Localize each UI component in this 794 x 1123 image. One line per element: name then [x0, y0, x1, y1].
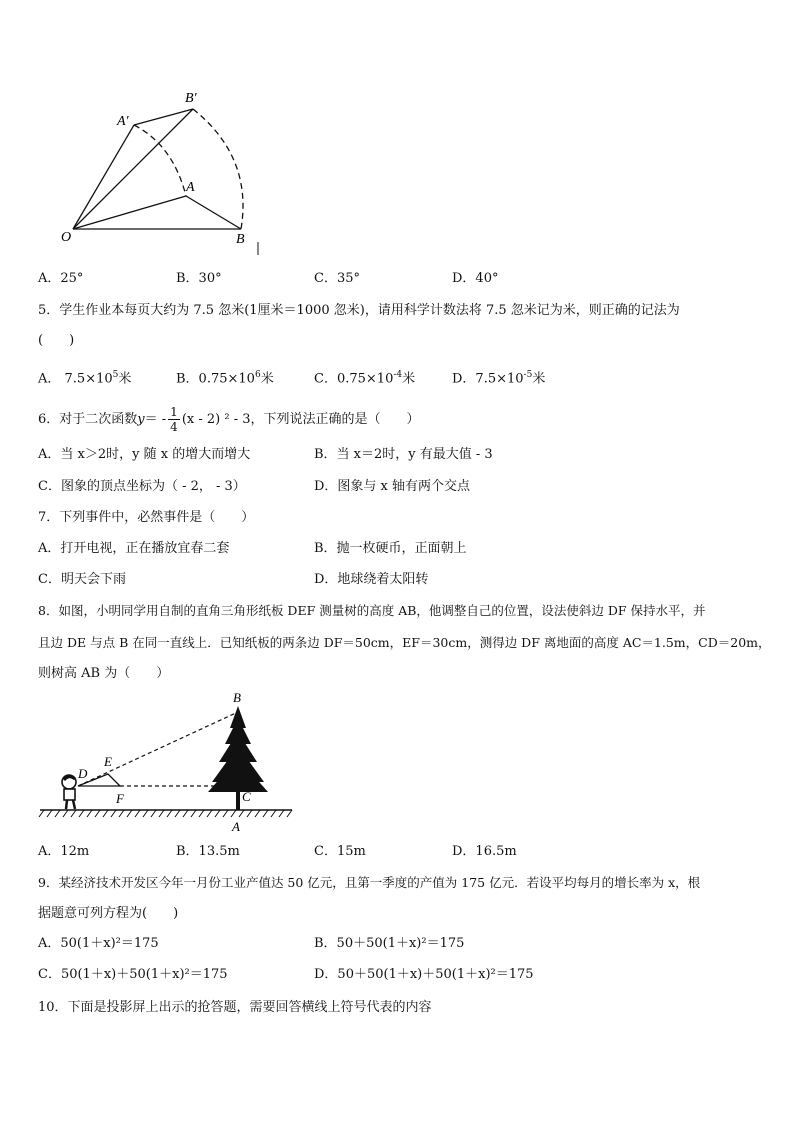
- q5-stem: 5．学生作业本每页大约为 7.5 忽米(1厘米＝1000 忽米)，请用科学计数法将 7.5 忽米记为米，则正确的记法为: [38, 303, 680, 318]
- q6-option-b: B．当 x＝2时，y 有最大值 - 3: [314, 447, 493, 462]
- arc-B-B-prime: [193, 109, 243, 229]
- label-tree-C: C: [242, 789, 251, 804]
- label-tree-A: A: [232, 819, 240, 834]
- q9-stem-line1: 9．某经济技术开发区今年一月份工业产值达 50 亿元，且第一季度的产值为 175 亿元．若设平均每月的增长率为 x，根: [38, 875, 701, 890]
- q6-option-c: C．图象的顶点坐标为（ - 2， - 3）: [38, 479, 246, 494]
- rotation-figure: [55, 85, 275, 260]
- q6-option-a: A．当 x＞2时，y 随 x 的增大而增大: [38, 447, 251, 462]
- q8-option-b: B．13.5m: [176, 844, 240, 859]
- q4-option-d: D．40°: [452, 271, 499, 286]
- person-icon: [62, 775, 76, 809]
- q6-option-d: D．图象与 x 轴有两个交点: [314, 479, 471, 494]
- label-A-prime: A′: [117, 114, 129, 129]
- q5-option-c: C．$0.75\times 10^{-4}$米: [314, 370, 416, 387]
- q7-option-b: B．抛一枚硬币，正面朝上: [314, 541, 467, 556]
- q5-option-d: D．$7.5\times 10^{-5}$米: [452, 370, 546, 387]
- q5-option-b: B．$0.75\times 10^6$米: [176, 370, 274, 387]
- segment-AB: [186, 196, 241, 229]
- q8-option-a: A．12m: [38, 844, 90, 859]
- q7-stem: 7．下列事件中，必然事件是（ ）: [38, 510, 255, 525]
- q9-option-c: C．50(1＋x)＋50(1＋x)²＝175: [38, 967, 228, 982]
- label-B-prime: B′: [185, 91, 197, 106]
- label-A: A: [186, 180, 195, 195]
- q10-stem: 10．下面是投影屏上出示的抢答题，需要回答横线上符号代表的内容: [38, 1000, 432, 1015]
- q7-option-a: A．打开电视，正在播放宜春二套: [38, 541, 230, 556]
- label-tree-B: B: [233, 690, 241, 705]
- label-tree-F: F: [116, 791, 124, 806]
- q9-stem-line2: 据题意可列方程为( ): [38, 906, 179, 921]
- q8-option-d: D．16.5m: [452, 844, 517, 859]
- tree-measurement-figure: [36, 688, 296, 834]
- tree-icon: [208, 706, 268, 810]
- q8-option-c: C．15m: [314, 844, 366, 859]
- q9-option-a: A．50(1＋x)²＝175: [38, 936, 159, 951]
- label-tree-E: E: [104, 754, 112, 769]
- q7-option-c: C．明天会下雨: [38, 572, 126, 587]
- q6-fraction: $\frac{1}{4}$: [170, 405, 178, 434]
- q4-option-b: B．30°: [176, 271, 222, 286]
- q5-option-a: A． $7.5\times 10^5$米: [38, 370, 132, 387]
- label-O: O: [61, 230, 72, 245]
- q9-option-b: B．50＋50(1＋x)²＝175: [314, 936, 465, 951]
- q6-stem: 6．对于二次函数y＝ - $\frac{1}{4}$ (x - 2) ² - 3，下列说法正确的是（ ）: [38, 405, 420, 434]
- label-tree-D: D: [78, 766, 88, 781]
- q4-option-a: A．25°: [38, 271, 84, 286]
- q8-stem-line1: 8．如图，小明同学用自制的直角三角形纸板 DEF 测量树的高度 AB，他调整自己的位置，设法使斜边 DF 保持水平，并: [38, 603, 706, 618]
- q5-paren: ( ): [38, 333, 75, 348]
- q8-stem-line3: 则树高 AB 为（ ）: [38, 666, 170, 681]
- q4-option-c: C．35°: [314, 271, 360, 286]
- q7-option-d: D．地球绕着太阳转: [314, 572, 429, 587]
- q8-stem-line2: 且边 DE 与点 B 在同一直线上．已知纸板的两条边 DF＝50cm，EF＝30cm，测得边 DF 离地面的高度 AC＝1.5m，CD＝20m，: [38, 635, 771, 650]
- label-B: B: [236, 232, 245, 247]
- q9-option-d: D．50＋50(1＋x)＋50(1＋x)²＝175: [314, 967, 534, 982]
